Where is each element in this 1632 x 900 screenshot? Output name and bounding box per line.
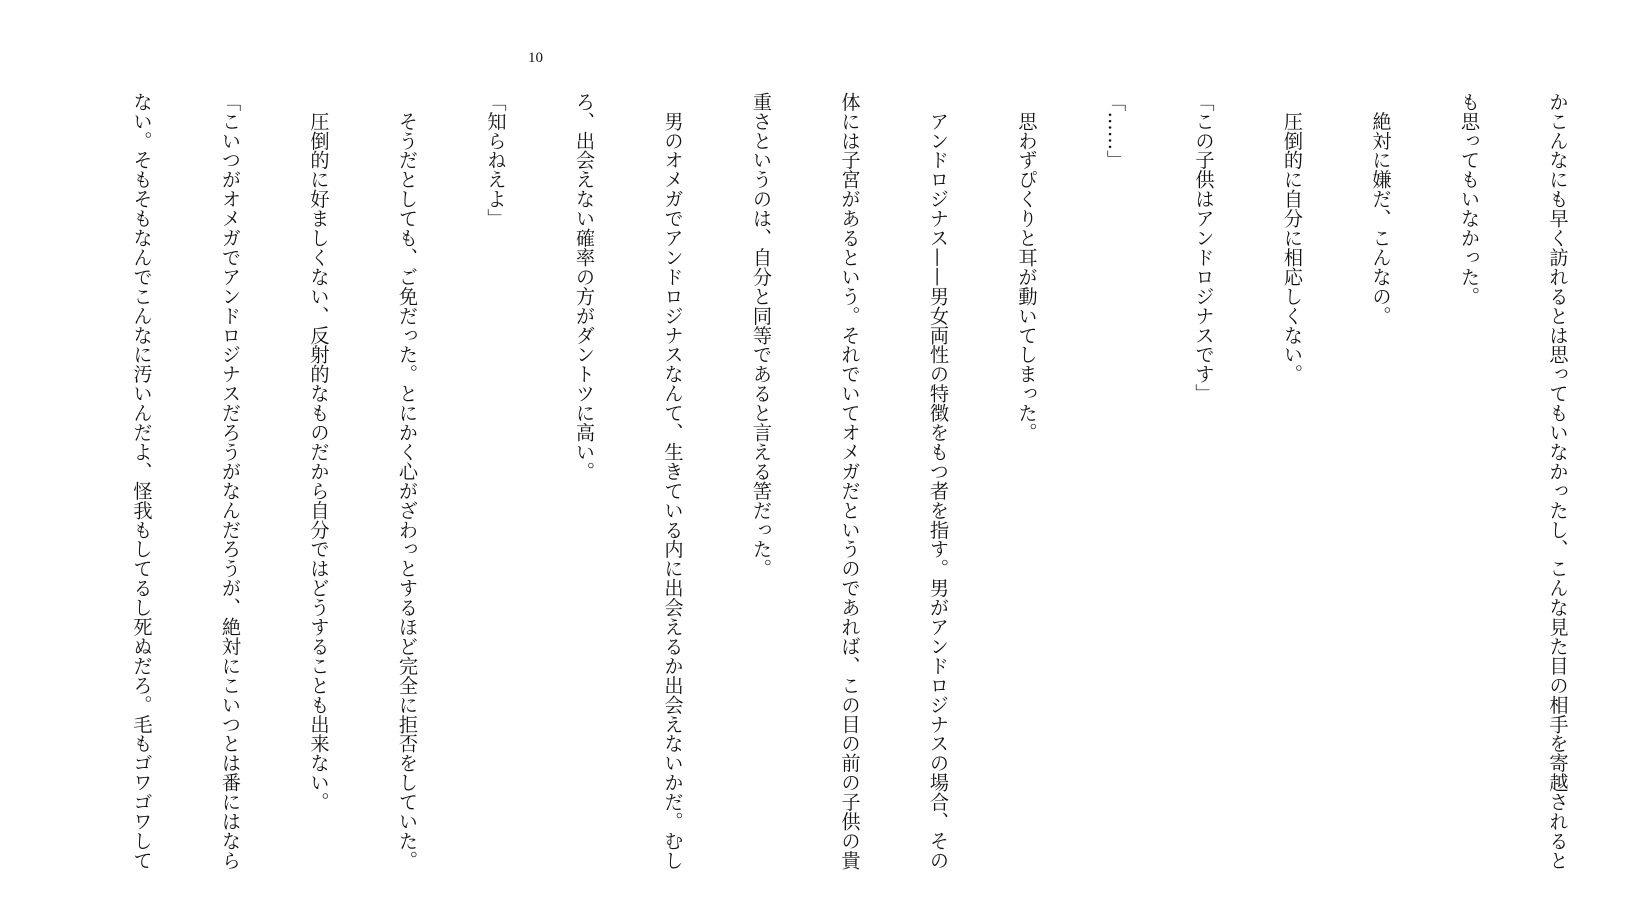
page-number: 10 bbox=[528, 50, 543, 66]
body-text bbox=[68, 92, 1570, 870]
text-line: 男のオメガでアンドロジナスなんて、生きている内に出会えるか出会えないかだ。むし bbox=[661, 92, 685, 870]
text-line: 重さというのは、自分と同等であると言える筈だった。 bbox=[750, 92, 773, 579]
vertical-text-column bbox=[68, 92, 1632, 870]
text-line: 圧倒的に自分に相応しくない。 bbox=[1281, 92, 1304, 384]
text-line: 体には子宮があるという。それでいてオメガだというのであれば、この目の前の子供の貴 bbox=[838, 92, 862, 870]
text-line: も思ってもいなかった。 bbox=[1458, 92, 1481, 306]
text-line: ろ、出会えない確率の方がダントツに高い。 bbox=[573, 92, 596, 481]
text-line: ない。そもそもなんでこんなに汚いんだよ、怪我もしてるし死ぬだろ。毛もゴワゴワして bbox=[130, 92, 154, 870]
text-line: そうだとしても、ご免だった。とにかく心がざわっとするほど完全に拒否をしていた。 bbox=[396, 92, 419, 870]
text-line: かこんなにも早く訪れるとは思ってもいなかったし、こんな見た目の相手を寄越されると bbox=[1546, 92, 1570, 870]
text-line: 「……」 bbox=[1104, 92, 1127, 170]
text-line: 「知らねえよ」 bbox=[484, 92, 508, 229]
text-line: 「この子供はアンドロジナスです」 bbox=[1192, 92, 1216, 404]
text-line: アンドロジナス——男女両性の特徴をもつ者を指す。男がアンドロジナスの場合、その bbox=[927, 92, 950, 870]
text-line: 絶対に嫌だ、こんなの。 bbox=[1369, 92, 1393, 326]
text-line: 圧倒的に好ましくない、反射的なものだから自分ではどうすることも出来ない。 bbox=[307, 92, 331, 812]
text-line: 思わずぴくりと耳が動いてしまった。 bbox=[1015, 92, 1039, 443]
text-line: 「こいつがオメガでアンドロジナスだろうがなんだろうが、絶対にこいつとは番にはなら bbox=[219, 92, 242, 870]
